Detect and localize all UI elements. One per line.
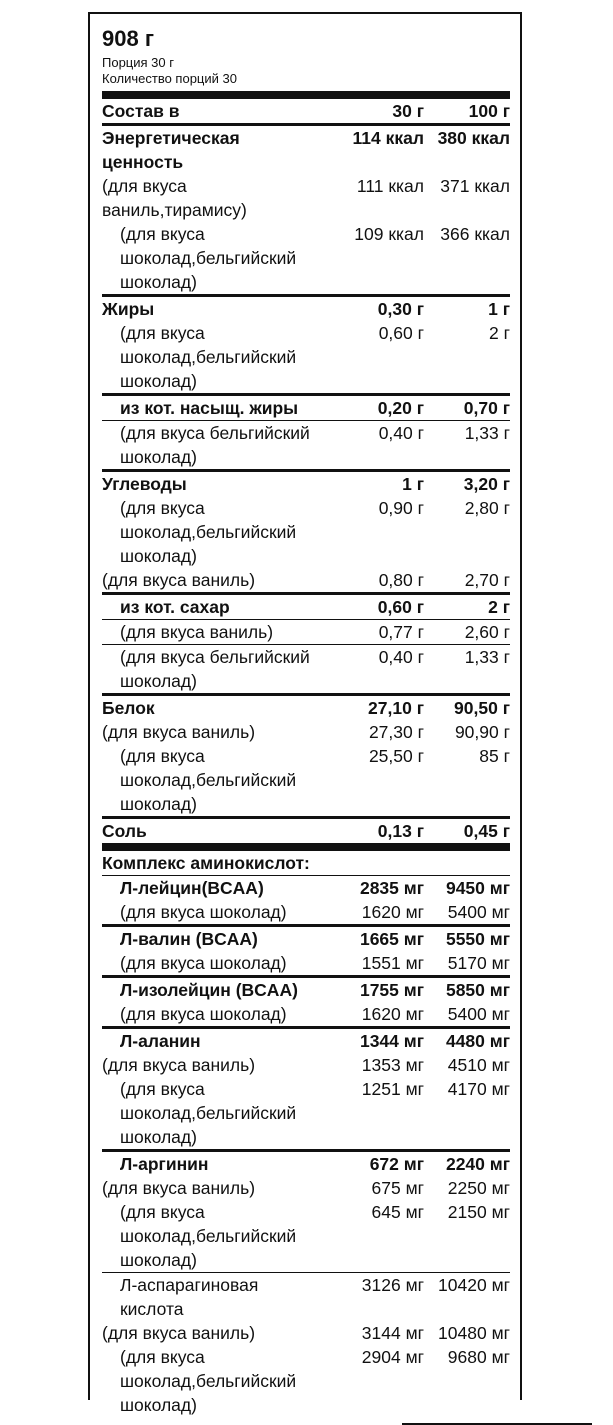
nutrient-name bbox=[102, 297, 336, 321]
nutrient-row bbox=[102, 927, 510, 951]
value-per-30g: 1620 мг bbox=[361, 902, 424, 922]
value-per-30g: 0,60 г bbox=[377, 597, 424, 617]
value-per-100g: 10480 мг bbox=[438, 1323, 510, 1343]
nutrient-name bbox=[102, 1345, 336, 1417]
nutrient-name-line: шоколад,бельгийский bbox=[120, 248, 297, 268]
nutrient-row bbox=[102, 1273, 510, 1321]
nutrient-name-line: (для вкуса шоколад) bbox=[120, 1004, 287, 1024]
value-per-30g: 675 мг bbox=[371, 1178, 424, 1198]
nutrient-name-line: Л-изолейцин (BCAA) bbox=[120, 980, 298, 1000]
nutrient-name-line: шоколад) bbox=[120, 1250, 197, 1270]
nutrient-row bbox=[102, 876, 510, 900]
nutrient-name bbox=[102, 1053, 336, 1077]
nutrient-name-line: шоколад,бельгийский bbox=[120, 770, 297, 790]
nutrient-name-line: (для вкуса ваниль) bbox=[102, 570, 256, 590]
nutrient-row bbox=[102, 1002, 510, 1026]
nutrient-row bbox=[102, 1029, 510, 1053]
nutrient-name bbox=[102, 620, 336, 644]
nutrient-name bbox=[102, 900, 336, 924]
value-per-100g: 9680 мг bbox=[447, 1347, 510, 1367]
nutrient-name-line: (для вкуса бельгийский bbox=[120, 423, 310, 443]
nutrient-name-line: (для вкуса ваниль) bbox=[102, 1323, 256, 1343]
value-per-30g: 1353 мг bbox=[361, 1055, 424, 1075]
value-per-100g: 4510 мг bbox=[447, 1055, 510, 1075]
nutrient-name bbox=[102, 1200, 336, 1272]
nutrient-name-line: шоколад) bbox=[120, 671, 197, 691]
nutrient-name-line: (для вкуса ваниль) bbox=[102, 1178, 256, 1198]
nutrient-name-line: шоколад) bbox=[120, 1127, 197, 1147]
value-per-100g: 5550 мг bbox=[445, 929, 510, 949]
value-per-100g: 0,45 г bbox=[463, 821, 510, 841]
nutrient-name-line: Л-валин (BCAA) bbox=[120, 929, 258, 949]
value-per-100g: 2240 мг bbox=[445, 1154, 510, 1174]
value-per-30g: 0,80 г bbox=[378, 570, 424, 590]
nutrient-name bbox=[102, 1002, 336, 1026]
value-per-30g: 109 ккал bbox=[354, 224, 424, 244]
nutrient-name bbox=[102, 1321, 336, 1345]
nutrient-name-line: (для вкуса bbox=[120, 323, 205, 343]
nutrient-name-line: (для вкуса bbox=[102, 176, 187, 196]
nutrient-name-line: шоколад,бельгийский bbox=[120, 347, 297, 367]
amino-acid-section-heading: Комплекс аминокислот: bbox=[102, 853, 310, 873]
value-per-100g: 9450 мг bbox=[445, 878, 510, 898]
nutrient-name bbox=[102, 396, 336, 420]
value-per-100g: 371 ккал bbox=[440, 176, 510, 196]
nutrient-row bbox=[102, 396, 510, 420]
nutrition-table-body bbox=[102, 126, 510, 1417]
nutrient-row bbox=[102, 595, 510, 619]
value-per-30g: 3144 мг bbox=[361, 1323, 424, 1343]
nutrient-name bbox=[102, 496, 336, 568]
nutrient-row bbox=[102, 645, 510, 693]
value-per-30g: 27,10 г bbox=[368, 698, 424, 718]
nutrient-row bbox=[102, 1176, 510, 1200]
nutrient-row bbox=[102, 1321, 510, 1345]
value-per-30g: 114 ккал bbox=[352, 128, 424, 148]
nutrient-row bbox=[102, 1053, 510, 1077]
nutrient-name-line: Л-аланин bbox=[120, 1031, 201, 1051]
nutrient-name-line: Белок bbox=[102, 698, 155, 718]
package-weight: 908 г bbox=[102, 26, 154, 51]
value-per-30g: 1755 мг bbox=[359, 980, 424, 1000]
nutrient-row bbox=[102, 900, 510, 924]
value-per-100g: 380 ккал bbox=[437, 128, 510, 148]
value-per-30g: 1551 мг bbox=[361, 953, 424, 973]
value-per-30g: 0,13 г bbox=[377, 821, 424, 841]
nutrient-name-line: (для вкуса шоколад) bbox=[120, 953, 287, 973]
nutrient-row bbox=[102, 978, 510, 1002]
value-per-100g: 90,90 г bbox=[454, 722, 510, 742]
nutrient-name bbox=[102, 720, 336, 744]
nutrient-name-line: (для вкуса ваниль) bbox=[102, 722, 256, 742]
nutrient-name-line: шоколад) bbox=[120, 272, 197, 292]
nutrient-name-line: (для вкуса ваниль) bbox=[120, 622, 274, 642]
value-per-30g: 2904 мг bbox=[361, 1347, 424, 1367]
column-100g-header: 100 г bbox=[468, 101, 510, 121]
nutrient-name-line: ценность bbox=[102, 152, 184, 172]
nutrient-name bbox=[102, 744, 336, 816]
nutrient-row bbox=[102, 1200, 510, 1272]
value-per-30g: 0,90 г bbox=[378, 498, 424, 518]
nutrient-name-line: (для вкуса шоколад) bbox=[120, 902, 287, 922]
nutrient-name-line: (для вкуса bbox=[120, 1079, 205, 1099]
nutrient-name bbox=[102, 876, 336, 900]
value-per-100g: 2150 мг bbox=[447, 1202, 510, 1222]
value-per-100g: 5170 мг bbox=[447, 953, 510, 973]
nutrient-row bbox=[102, 1077, 510, 1149]
nutrient-name-line: шоколад) bbox=[120, 447, 197, 467]
nutrient-name-line: из кот. сахар bbox=[120, 597, 230, 617]
nutrient-name-line: шоколад) bbox=[120, 1395, 197, 1415]
value-per-100g: 1,33 г bbox=[464, 423, 510, 443]
value-per-100g: 2 г bbox=[488, 597, 510, 617]
nutrient-row bbox=[102, 744, 510, 816]
nutrient-name-line: ваниль,тирамису) bbox=[102, 200, 247, 220]
nutrient-name bbox=[102, 978, 336, 1002]
nutrient-name bbox=[102, 595, 336, 619]
value-per-100g: 90,50 г bbox=[454, 698, 510, 718]
nutrient-row bbox=[102, 297, 510, 321]
nutrient-name-line: Л-аспарагиновая bbox=[120, 1275, 259, 1295]
value-per-100g: 1,33 г bbox=[464, 647, 510, 667]
value-per-100g: 5850 мг bbox=[445, 980, 510, 1000]
nutrient-name bbox=[102, 174, 336, 222]
nutrient-name bbox=[102, 645, 336, 693]
value-per-30g: 25,50 г bbox=[368, 746, 424, 766]
nutrient-name-line: шоколад) bbox=[120, 371, 197, 391]
nutrient-name-line: шоколад,бельгийский bbox=[120, 522, 297, 542]
nutrient-name bbox=[102, 126, 336, 174]
nutrient-name-line: (для вкуса bbox=[120, 1202, 205, 1222]
nutrient-name bbox=[102, 819, 336, 843]
nutrient-name-line: шоколад,бельгийский bbox=[120, 1371, 297, 1391]
nutrient-row bbox=[102, 1345, 510, 1417]
value-per-30g: 1620 мг bbox=[361, 1004, 424, 1024]
nutrient-name bbox=[102, 472, 336, 496]
column-30g-header: 30 г bbox=[392, 101, 424, 121]
nutrient-name-line: (для вкуса bbox=[120, 498, 205, 518]
nutrient-name-line: Л-лейцин(BCAA) bbox=[120, 878, 264, 898]
value-per-100g: 1 г bbox=[488, 299, 510, 319]
nutrient-row bbox=[102, 321, 510, 393]
value-per-100g: 3,20 г bbox=[463, 474, 510, 494]
value-per-100g: 85 г bbox=[479, 746, 510, 766]
divider bbox=[102, 843, 510, 851]
value-per-100g: 5400 мг bbox=[447, 902, 510, 922]
nutrient-name-line: шоколад) bbox=[120, 546, 197, 566]
column-header-row bbox=[102, 99, 510, 123]
value-per-30g: 0,40 г bbox=[378, 423, 424, 443]
value-per-30g: 3126 мг bbox=[361, 1275, 424, 1295]
nutrient-name bbox=[102, 927, 336, 951]
nutrient-row bbox=[102, 696, 510, 720]
nutrient-row bbox=[102, 720, 510, 744]
nutrient-name bbox=[102, 1077, 336, 1149]
value-per-30g: 1344 мг bbox=[359, 1031, 424, 1051]
value-per-30g: 0,40 г bbox=[378, 647, 424, 667]
value-per-100g: 366 ккал bbox=[440, 224, 510, 244]
nutrient-row bbox=[102, 951, 510, 975]
nutrient-name-line: (для вкуса ваниль) bbox=[102, 1055, 256, 1075]
nutrient-name bbox=[102, 421, 336, 469]
nutrient-name-line: (для вкуса bbox=[120, 746, 205, 766]
nutrient-name-line: шоколад,бельгийский bbox=[120, 1226, 297, 1246]
value-per-100g: 4170 мг bbox=[447, 1079, 510, 1099]
nutrient-name bbox=[102, 568, 336, 592]
value-per-30g: 1 г bbox=[402, 474, 424, 494]
value-per-30g: 645 мг bbox=[371, 1202, 424, 1222]
serving-size: Порция 30 г bbox=[102, 55, 174, 70]
nutrient-name-line: кислота bbox=[120, 1299, 184, 1319]
nutrient-row bbox=[102, 819, 510, 843]
nutrient-name bbox=[102, 696, 336, 720]
value-per-30g: 0,77 г bbox=[378, 622, 424, 642]
thick-divider bbox=[102, 91, 510, 99]
nutrient-row bbox=[102, 568, 510, 592]
nutrient-name-line: из кот. насыщ. жиры bbox=[120, 398, 299, 418]
nutrient-name-line: (для вкуса bbox=[120, 1347, 205, 1367]
nutrient-name-line: Соль bbox=[102, 821, 147, 841]
nutrient-name bbox=[102, 951, 336, 975]
nutrient-row bbox=[102, 1152, 510, 1176]
servings-count: Количество порций 30 bbox=[102, 71, 237, 86]
value-per-30g: 672 мг bbox=[369, 1154, 424, 1174]
nutrient-name-line: Жиры bbox=[102, 299, 155, 319]
nutrient-row bbox=[102, 472, 510, 496]
value-per-100g: 10420 мг bbox=[438, 1275, 510, 1295]
column-name-header: Состав в bbox=[102, 101, 180, 121]
value-per-100g: 2,60 г bbox=[464, 622, 510, 642]
value-per-30g: 0,20 г bbox=[377, 398, 424, 418]
value-per-30g: 2835 мг bbox=[359, 878, 424, 898]
value-per-30g: 1251 мг bbox=[361, 1079, 424, 1099]
nutrient-row bbox=[102, 496, 510, 568]
nutrient-name-line: шоколад) bbox=[120, 794, 197, 814]
nutrient-name bbox=[102, 1273, 336, 1321]
value-per-100g: 5400 мг bbox=[447, 1004, 510, 1024]
nutrient-row bbox=[102, 174, 510, 222]
nutrient-name-line: шоколад,бельгийский bbox=[120, 1103, 297, 1123]
nutrient-name bbox=[102, 222, 336, 294]
nutrient-name bbox=[102, 1152, 336, 1176]
nutrient-row bbox=[102, 126, 510, 174]
nutrient-name-line: (для вкуса бельгийский bbox=[120, 647, 310, 667]
value-per-100g: 2,80 г bbox=[464, 498, 510, 518]
value-per-100g: 2250 мг bbox=[447, 1178, 510, 1198]
nutrient-name bbox=[102, 1029, 336, 1053]
nutrient-name-line: Л-аргинин bbox=[120, 1154, 209, 1174]
value-per-100g: 2,70 г bbox=[464, 570, 510, 590]
value-per-100g: 2 г bbox=[489, 323, 510, 343]
value-per-100g: 0,70 г bbox=[463, 398, 510, 418]
value-per-30g: 0,30 г bbox=[377, 299, 424, 319]
nutrient-row bbox=[102, 620, 510, 644]
nutrition-label bbox=[88, 12, 522, 1415]
nutrient-name-line: Углеводы bbox=[102, 474, 187, 494]
nutrient-name bbox=[102, 321, 336, 393]
nutrient-name-line: (для вкуса bbox=[120, 224, 205, 244]
value-per-100g: 4480 мг bbox=[445, 1031, 510, 1051]
value-per-30g: 0,60 г bbox=[378, 323, 424, 343]
value-per-30g: 1665 мг bbox=[359, 929, 424, 949]
value-per-30g: 111 ккал bbox=[356, 176, 424, 196]
nutrient-row bbox=[102, 222, 510, 294]
nutrient-row bbox=[102, 421, 510, 469]
nutrient-name-line: Энергетическая bbox=[102, 128, 240, 148]
nutrient-name bbox=[102, 1176, 336, 1200]
value-per-30g: 27,30 г bbox=[368, 722, 424, 742]
